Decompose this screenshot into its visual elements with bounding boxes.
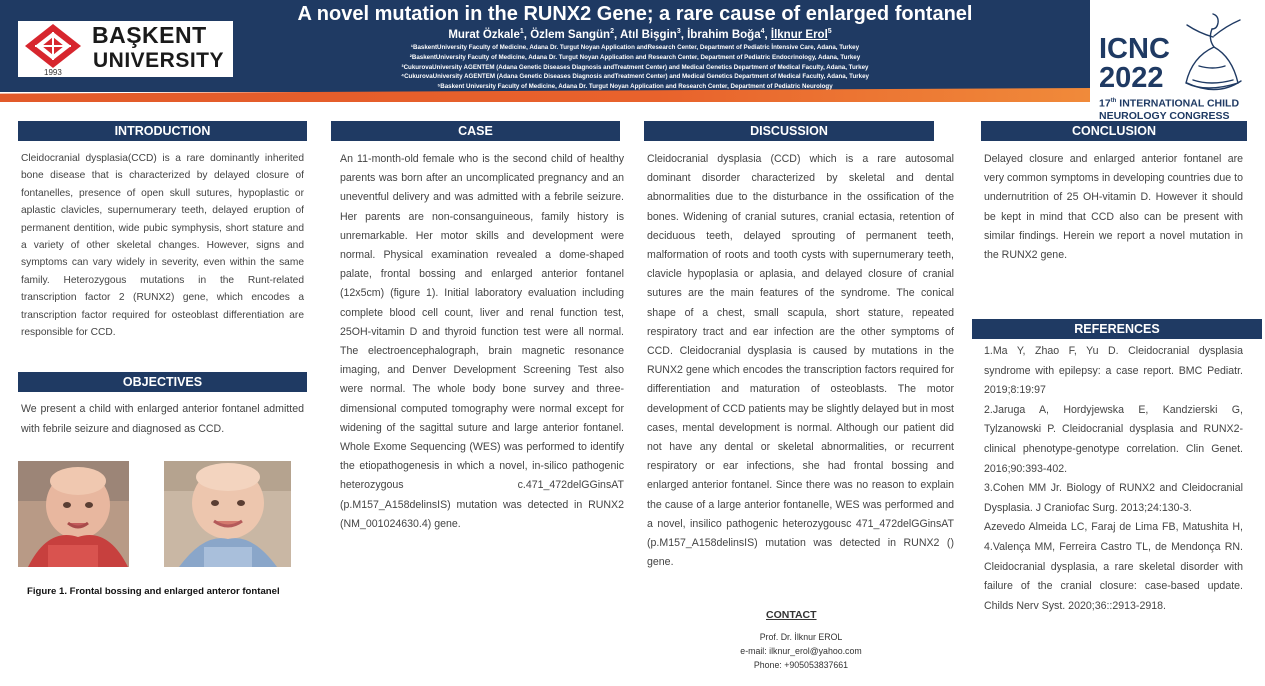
affiliation-line: ⁴CukurovaUniversity AGENTEM (Adana Genetic Diseases Diagnosis andTreatment Center) and Medical Genetics Department of Medical Faculty, Adana, Turkey bbox=[401, 73, 869, 81]
references-list bbox=[984, 342, 1243, 616]
references-heading: REFERENCES bbox=[972, 319, 1262, 339]
case-heading: CASE bbox=[331, 121, 620, 141]
author-affiliation-number: 1 bbox=[519, 28, 524, 35]
logo-year: 1993 bbox=[44, 68, 62, 77]
contact-email[interactable]: e-mail: ilknur_erol@yahoo.com bbox=[740, 646, 862, 656]
congress-logo-text bbox=[1099, 35, 1170, 93]
congress-name: ICNC bbox=[1099, 33, 1170, 65]
affiliation-line: ⁵Baskent University Faculty of Medicine, Adana Dr. Turgut Noyan Application and Research Center, Department of Pediatric Neurology bbox=[437, 83, 833, 91]
author-affiliation-number: 4 bbox=[760, 28, 765, 35]
patient-photo-2 bbox=[164, 461, 291, 567]
congress-ordinal: th bbox=[1110, 98, 1117, 104]
author-name: Özlem Sangün bbox=[530, 28, 611, 41]
baskent-logo-icon bbox=[24, 23, 82, 69]
author-name: İbrahim Boğa bbox=[687, 28, 761, 41]
introduction-heading: INTRODUCTION bbox=[18, 121, 307, 141]
affiliation-line: ²BaskentUniversity Faculty of Medicine, Adana Dr. Turgut Noyan Application and Research Center, Department of Pediatric Endocrinology, Adana, Turkey bbox=[409, 53, 861, 61]
reference-item: 1.Ma Y, Zhao F, Yu D. Cleidocranial dysplasia syndrome with epilepsy: a case report. BMC Pediatr. 2019;8:19:97 bbox=[984, 345, 1243, 397]
congress-subtitle bbox=[1099, 95, 1239, 122]
conclusion-text: Delayed closure and enlarged anterior fontanel are very common symptoms in developing countries due to undernutrition of 25 OH-vitamin D. However it should be kept in mind that CCD also can be present with similar findings. Herein we report a novel mutation in the RUNX2 gene. bbox=[984, 153, 1243, 262]
whirling-dervish-icon bbox=[1173, 10, 1255, 94]
congress-subtitle-line2: NEUROLOGY CONGRESS bbox=[1099, 109, 1230, 122]
affiliation-line: ³CukurovaUniversity AGENTEM (Adana Genetic Diseases Diagnosis andTreatment Center) and Medical Genetics Department of Medical Faculty, Adana, Turkey bbox=[401, 63, 869, 71]
poster-title: A novel mutation in the RUNX2 Gene; a rare cause of enlarged fontanel bbox=[297, 3, 973, 25]
objectives-heading: OBJECTIVES bbox=[18, 372, 307, 392]
author-name: Atıl Bişgin bbox=[619, 28, 677, 41]
patient-photo-1 bbox=[18, 461, 129, 567]
congress-year: 2022 bbox=[1099, 62, 1164, 94]
author-name: Murat Özkale bbox=[448, 28, 520, 41]
author-name: İlknur Erol bbox=[770, 28, 828, 41]
congress-number: 17 bbox=[1099, 97, 1111, 110]
reference-item: 3.Cohen MM Jr. Biology of RUNX2 and Cleidocranial Dysplasia. J Craniofac Surg. 2013;24:130-3. bbox=[984, 482, 1243, 514]
author-list: Murat Özkale$^1$, Özlem Sangün$^2$, Atıl Bişgin$^3$, İbrahim Boğa$^4$, İlknur Erol$^5$ bbox=[448, 28, 832, 41]
discussion-text: Cleidocranial dysplasia (CCD) which is a rare autosomal dominant disorder characterized by skeletal and dental abnormalities due to the disturbance in the ossification of the bones. Widening of cranial sutures, cranial ectasia, retention of deciduous teeth, delayed sprouting of permanent teeth, malformation of roots and tooth cysts with supernumerary teeth, clavicle hypoplasia or aplasia, and delayed closure of cranial sutures are the main features of the syndrome. The conical shape of a chest, small scapula, short stature, repeated respiratory tract and ear infection are the other symptoms of CCD. Cleidocranial dysplasia is caused by mutations in the RUNX2 gene which encodes the transcription factors required for differentiation and maturation of osteoblasts. The motor development of CCD patients may be slightly delayed but in most cases, mental development is normal. Although our patient did not have any dental or skeletal abnormalities, or recurrent respiratory or ear infections, she had frontal bossing and enlarged anterior fontanel. Since there was no reason to explain the cause of a large anterior fontanelle, WES was performed and a novel, insilico pathogenic heterozygousc 471_472delGGinsAT (p.M157_A158delinsIS) mutation was detected in RUNX2 () gene. bbox=[647, 153, 954, 569]
congress-subtitle-line1: INTERNATIONAL CHILD bbox=[1116, 97, 1240, 110]
contact-phone: Phone: +905053837661 bbox=[753, 660, 849, 670]
affiliation-line: ¹BaskentUniversity Faculty of Medicine, Adana Dr. Turgut Noyan Application andResearch Center, Department of Pediatric İntensive Care, Adana, Turkey bbox=[410, 44, 860, 51]
objectives-text: We present a child with enlarged anterior fontanel admitted with febrile seizure and diagnosed as CCD. bbox=[21, 403, 304, 435]
figure-caption: Figure 1. Frontal bossing and enlarged anteror fontanel bbox=[27, 586, 280, 597]
contact-heading: CONTACT bbox=[766, 609, 817, 621]
logo-name: BAŞKENT bbox=[92, 22, 207, 48]
logo-subtitle: UNIVERSITY bbox=[93, 49, 225, 72]
author-affiliation-number: 3 bbox=[676, 28, 681, 35]
introduction-text: Cleidocranial dysplasia(CCD) is a rare dominantly inherited bone disease that is characterized by delayed closure of fontanelles, presence of open skull sutures, hypoplastic or aplastic clavicles, supernumerary teeth, delayed eruption of permanent dentition, wide pubic symphysis, short stature and a variety of other skeletal changes. However, signs and symptoms can vary widely in severity, even within the same family. Heterozygous mutations in the Runt-related transcription factor 2 (RUNX2) gene, which encodes a transcription factor required for osteoblast differentiation are responsible for CCD. bbox=[21, 153, 304, 339]
contact-name: Prof. Dr. İlknur EROL bbox=[759, 632, 843, 642]
reference-item: 2.Jaruga A, Hordyjewska E, Kandzierski G, Tylzanowski P. Cleidocranial dysplasia and RUNX2-clinical phenotype-genotype correlation. Clin Genet. 2016;90:393-402. bbox=[984, 403, 1243, 475]
affiliation-list bbox=[345, 43, 925, 92]
conclusion-heading: CONCLUSION bbox=[981, 121, 1247, 141]
discussion-heading: DISCUSSION bbox=[644, 121, 934, 141]
author-affiliation-number: 5 bbox=[827, 28, 832, 35]
author-affiliation-number: 2 bbox=[610, 28, 614, 35]
case-text: An 11-month-old female who is the second child of healthy parents was born after an uncomplicated pregnancy and an uneventful delivery and was admitted with a febrile seizure. Her parents are non-consanguineous, family history is unremarkable. Her motor skills and development were normal. Physical examination revealed a dome-shaped palate, frontal bossing and enlarged anterior fontanel (12x5cm) (figure 1). Initial laboratory evaluation including complete blood cell count, liver and renal function test, 25OH-vitamin D and thyroid function test were all normal. The electroencephalograph, brain magnetic resonance imaging, and Denver Development Screening Test also were normal. The whole body bone survey and three-dimensional computed tomography were normal except for widening of the sagittal suture and large anterior fontanel. Whole Exome Sequencing (WES) was performed to identify the etiopathogenesis in which a novel, in-silico pathogenic heterozygous c.471_472delGGinsAT (p.M157_A158delinsIS) mutation was detected in RUNX2 (NM_001024630.4) gene. bbox=[340, 153, 624, 530]
reference-item: Azevedo Almeida LC, Faraj de Lima FB, Matushita H, 4.Valença MM, Ferreira Castro TL, de Mendonça RN. Cleidocranial dysplasia, a rare skeletal disorder with failure of the cranial closure: case-based update. Childs Nerv Syst. 2020;36::2913-2918. bbox=[984, 521, 1243, 612]
